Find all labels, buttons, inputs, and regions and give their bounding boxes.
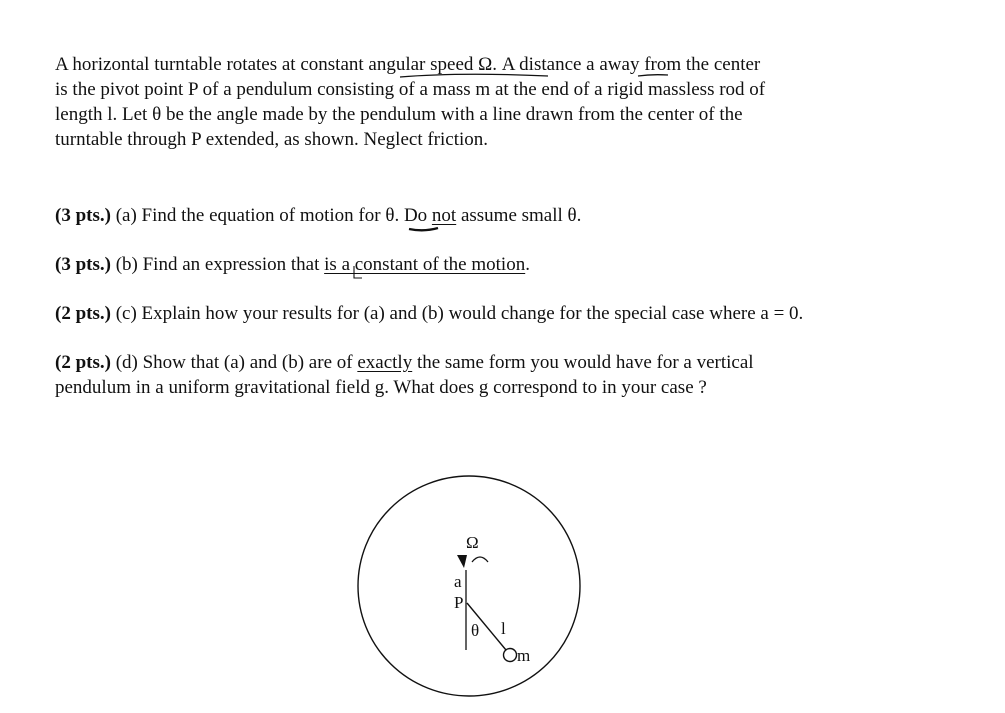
- pendulum-mass: [504, 649, 517, 662]
- question-d-text-2: the same form you would have for a vertical: [412, 352, 754, 373]
- annotation-stroke: [409, 228, 438, 230]
- intro-line-3: length l. Let θ be the angle made by the pendulum with a line drawn from the center of the: [55, 104, 743, 125]
- question-a-text-2: assume small θ.: [456, 205, 582, 226]
- rotation-arc-icon: [472, 557, 488, 562]
- question-b-text-2: .: [525, 254, 530, 275]
- question-d-emphasis: exactly: [357, 352, 413, 373]
- pivot-p-label: P: [454, 593, 464, 612]
- annotation-stroke: [400, 74, 548, 77]
- question-b-text-1: (b) Find an expression that: [110, 254, 325, 275]
- question-d-line-2: pendulum in a uniform gravitational field g. What does g correspond to in your case ?: [55, 377, 707, 398]
- omega-label: Ω: [466, 533, 479, 552]
- annotation-stroke: [354, 266, 362, 278]
- question-d-points: (2 pts.): [55, 352, 111, 373]
- intro-line-4: turntable through P extended, as shown. Neglect friction.: [55, 129, 489, 150]
- theta-label: θ: [471, 621, 480, 640]
- question-a-emphasis: not: [431, 205, 457, 226]
- question-c-points: (2 pts.): [55, 303, 111, 324]
- turntable-circle: [358, 476, 580, 696]
- intro-line-1: A horizontal turntable rotates at constant angular speed Ω. A distance a away from the center: [55, 54, 761, 75]
- intro-line-2: is the pivot point P of a pendulum consisting of a mass m at the end of a rigid massless rod of: [55, 79, 766, 100]
- question-d-text-1: (d) Show that (a) and (b) are of: [110, 352, 358, 373]
- question-a-points: (3 pts.): [55, 205, 111, 226]
- distance-a-label: a: [454, 572, 462, 591]
- rod-length-label: l: [501, 619, 506, 638]
- question-a-text-1: (a) Find the equation of motion for θ. Do: [110, 205, 432, 226]
- mass-m-label: m: [517, 646, 531, 665]
- question-b-points: (3 pts.): [55, 254, 111, 275]
- question-b-emphasis: is a constant of the motion: [324, 254, 526, 275]
- question-c-text: (c) Explain how your results for (a) and (b) would change for the special case where a = 0.: [110, 303, 804, 324]
- annotation-stroke: [638, 75, 668, 76]
- rotation-arrow-icon: [457, 555, 467, 568]
